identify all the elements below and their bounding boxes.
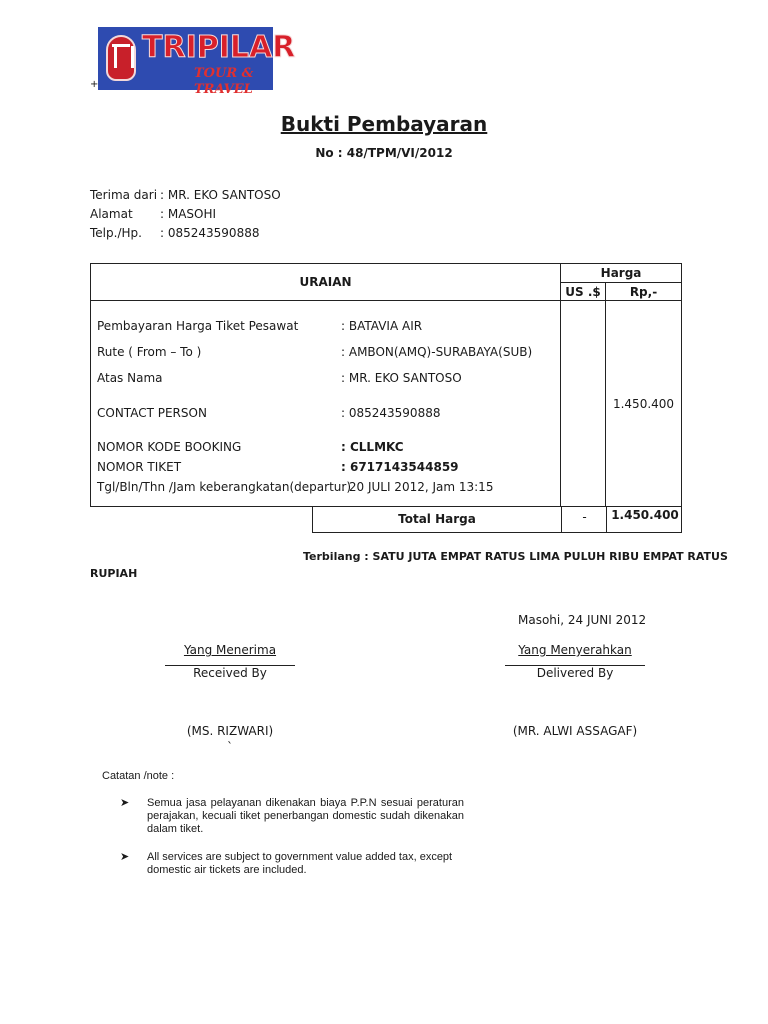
note-item: All services are subject to government value added tax, except domestic air tickets are included.: [147, 851, 453, 876]
header-uraian: URAIAN: [91, 264, 561, 301]
payment-table: [90, 263, 682, 507]
row-value: : 20 JULI 2012, Jam 13:15: [341, 480, 494, 494]
document-number: No : 48/TPM/VI/2012: [315, 146, 453, 160]
total-row: [312, 506, 682, 533]
arrow-bullet-icon: ➤: [120, 850, 130, 863]
row-value: : CLLMKC: [341, 440, 404, 454]
logo-name: TRIPILAR: [142, 30, 296, 65]
row-label: Pembayaran Harga Tiket Pesawat: [97, 319, 299, 333]
field-value: : MASOHI: [160, 207, 217, 221]
row-label: Atas Nama: [97, 371, 163, 385]
field-value: : MR. EKO SANTOSO: [160, 188, 281, 202]
row-value: : 085243590888: [341, 406, 441, 420]
receiver-subtitle: Received By: [165, 665, 295, 680]
field-row: [90, 205, 281, 224]
rp-value-cell: 1.450.400: [606, 301, 682, 507]
row-value: : AMBON(AMQ)-SURABAYA(SUB): [341, 345, 533, 359]
deliverer-title: Yang Menyerahkan: [518, 643, 632, 657]
field-value: : 085243590888: [160, 226, 260, 240]
row-label: NOMOR KODE BOOKING: [97, 440, 242, 454]
header-harga: Harga: [561, 264, 682, 283]
total-rp: 1.450.400: [606, 506, 683, 532]
company-logo: [98, 27, 296, 97]
amount-in-words: Terbilang : SATU JUTA EMPAT RATUS LIMA PULUH RIBU EMPAT RATUS: [303, 550, 728, 563]
description-cell: [91, 301, 561, 507]
document-title: Bukti Pembayaran: [280, 112, 488, 136]
stray-mark: `: [227, 740, 233, 754]
field-row: [90, 186, 281, 205]
total-label: Total Harga: [398, 512, 476, 526]
amount-in-words-cont: RUPIAH: [90, 567, 138, 580]
row-label: Rute ( From – To ): [97, 345, 202, 359]
field-label: Telp./Hp.: [90, 226, 142, 240]
usd-value-cell: [561, 301, 606, 507]
total-usd: -: [561, 506, 607, 532]
field-label: Alamat: [90, 207, 133, 221]
row-label: Tgl/Bln/Thn /Jam keberangkatan(departur): [97, 480, 352, 494]
note-item: Semua jasa pelayanan dikenakan biaya P.P.N sesuai peraturan perajakan, kecuali tiket penerbangan domestic sudah dikenakan dalam tiket.: [147, 797, 464, 835]
row-value: : MR. EKO SANTOSO: [341, 371, 462, 385]
plus-mark: +: [90, 79, 99, 90]
row-label: NOMOR TIKET: [97, 460, 182, 474]
receiver-title: Yang Menerima: [183, 643, 277, 657]
arrow-bullet-icon: ➤: [120, 796, 130, 809]
field-row: [90, 224, 281, 243]
deliverer-subtitle: Delivered By: [505, 665, 645, 680]
notes-heading: Catatan /note :: [102, 770, 175, 782]
payer-fields: [90, 186, 281, 243]
row-value: : 6717143544859: [341, 460, 459, 474]
receiver-name: (MS. RIZWARI): [186, 724, 274, 738]
row-label: CONTACT PERSON: [97, 406, 207, 420]
header-usd: US .$: [561, 283, 606, 301]
row-value: : BATAVIA AIR: [341, 319, 423, 333]
pillar-emblem-icon: [106, 35, 136, 81]
header-rp: Rp,-: [606, 283, 682, 301]
deliverer-name: (MR. ALWI ASSAGAF): [512, 724, 638, 738]
field-label: Terima dari: [90, 188, 158, 202]
logo-subtitle: TOUR & TRAVEL: [194, 66, 254, 97]
place-date: Masohi, 24 JUNI 2012: [518, 613, 647, 627]
